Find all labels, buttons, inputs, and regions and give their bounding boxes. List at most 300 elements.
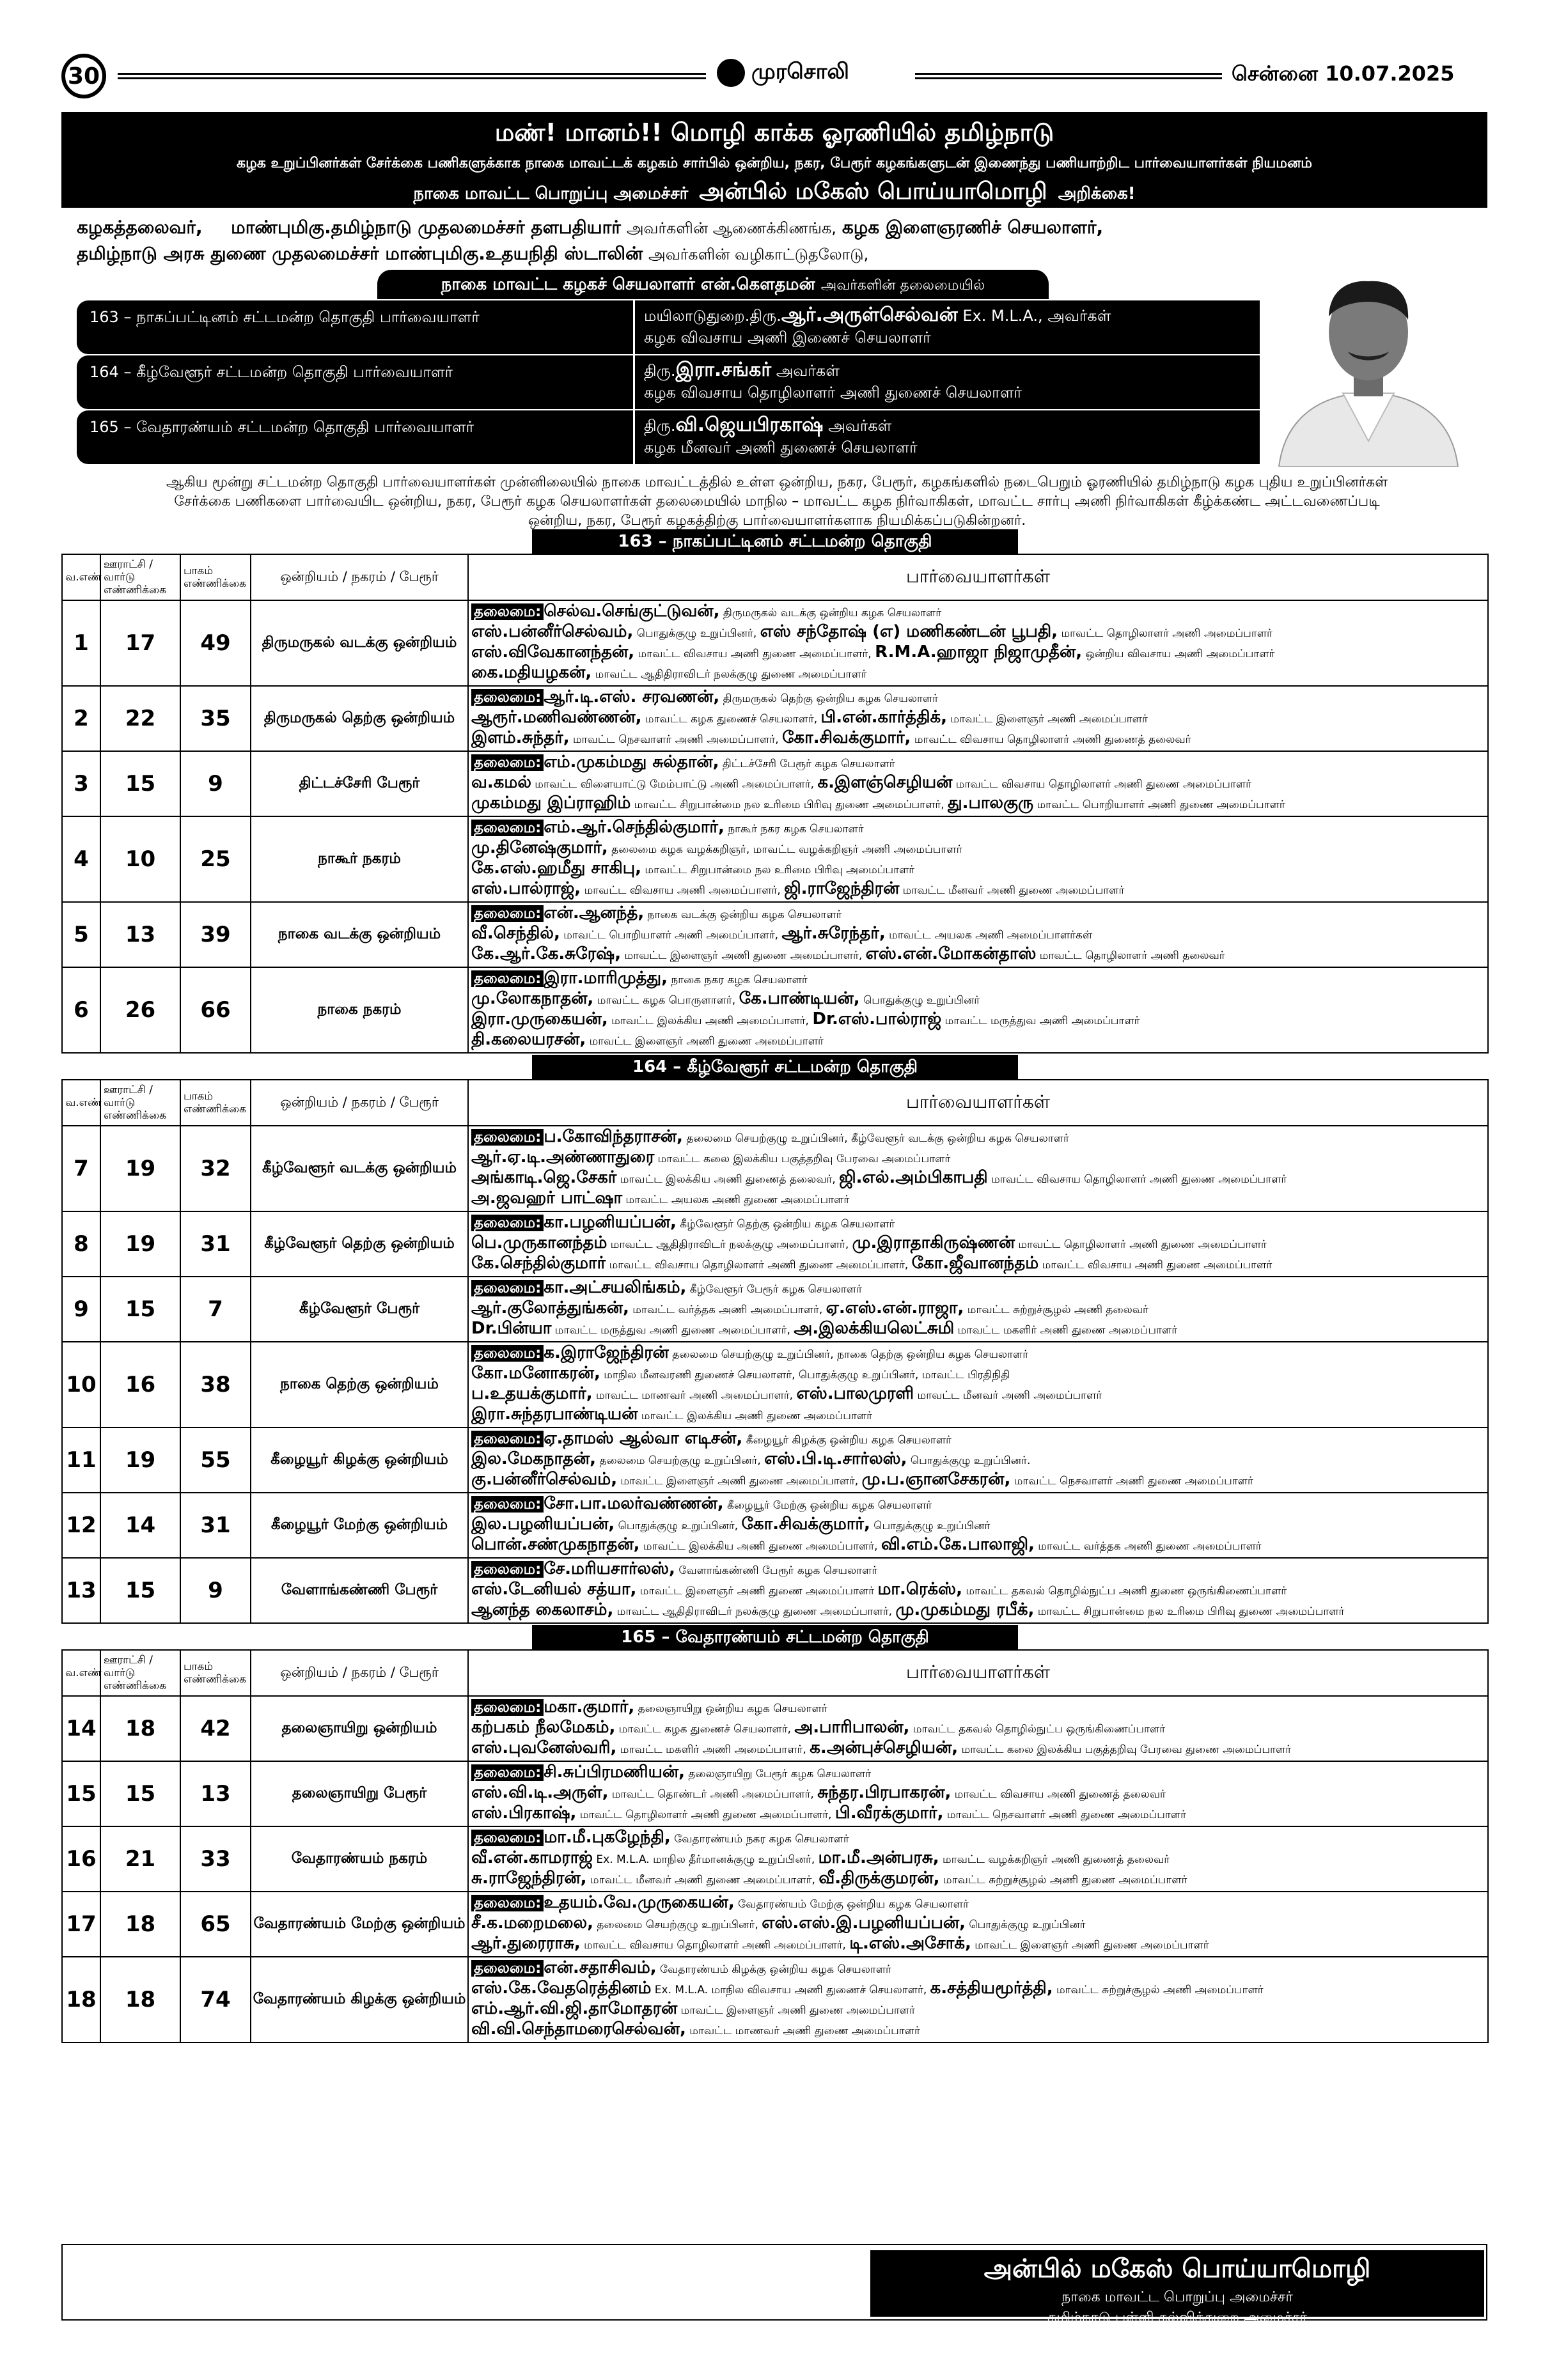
observer-role: மாவட்ட விளையாட்டு மேம்பாட்டு அணி அமைப்பாளர், [531, 778, 818, 791]
observer-name: மு.லோகநாதன், [471, 990, 594, 1008]
ward-count: 15 [100, 1558, 180, 1623]
observer-name: Dr.பின்யா [471, 1319, 552, 1338]
signature-footer [61, 2244, 1487, 2326]
observer-role: Ex. M.L.A. மாநில தீர்மானக்குழு உறுப்பினர், [592, 1853, 818, 1866]
observer-role: மாவட்ட சுற்றுச்சூழல் அணி அமைப்பாளர் [1053, 1984, 1264, 1996]
headline-subtitle: கழக உறுப்பினர்கள் சேர்க்கை பணிகளுக்காக நாகை மாவட்டக் கழகம் சார்பில் ஒன்றிய, நகர, பேரூர் கழகங்களுடன் இணைந்து பணியாற்றிட பார்வையாளர்கள் நியமனம் [237, 155, 1312, 171]
paper-logo-icon [717, 59, 745, 87]
ward-count: 15 [100, 751, 180, 816]
observer-line [471, 1739, 1485, 1759]
observer-role: கீழ்வேளூர் பேரூர் கழக செயலாளர் [686, 1283, 863, 1296]
unit-name: வேளாங்கண்ணி பேரூர் [251, 1558, 468, 1623]
observer-line [471, 1869, 1485, 1890]
observer-suffix: அவர்கள் [771, 362, 840, 380]
unit-name: கீழையூர் மேற்கு ஒன்றியம் [251, 1493, 468, 1558]
unit-name: நாகை தெற்கு ஒன்றியம் [251, 1342, 468, 1427]
column-header: வ.எண் [62, 1080, 100, 1126]
observer-role: மாவட்ட இளைஞர் அணி துணை அமைப்பாளர் [971, 1939, 1209, 1952]
observer-line [471, 602, 1485, 623]
observer-role: மாவட்ட தொழிலாளர் அணி துணை அமைப்பாளர் [1015, 1238, 1267, 1251]
column-header: ஊராட்சி / வார்டு எண்ணிக்கை [100, 1650, 180, 1696]
observer-name: கற்பகம் நீலமேகம், [471, 1718, 616, 1737]
section-cell [62, 1053, 1488, 1080]
observer-line [471, 904, 1485, 924]
observer-line [471, 623, 1485, 643]
column-header: ஒன்றியம் / நகரம் / பேரூர் [251, 1080, 468, 1126]
observer-name: சோ.பா.மலர்வண்ணன், [544, 1495, 724, 1513]
observer-name: ஏ.எஸ்.என்.ராஜா, [826, 1299, 964, 1318]
observer-name: என்.சதாசிவம், [544, 1959, 657, 1977]
observer-line [471, 1828, 1485, 1849]
observer-line [471, 1344, 1485, 1364]
panel-header-suffix: அவர்களின் தலைமையில் [820, 277, 985, 293]
observer-name: மு.முகம்மது ரபீக், [895, 1601, 1035, 1619]
part-count: 42 [180, 1696, 251, 1761]
observer-role: தலைஞாயிறு ஒன்றிய கழக செயலாளர் [634, 1702, 827, 1715]
masthead [61, 54, 1487, 98]
signature-box [870, 2250, 1484, 2326]
part-count: 66 [180, 967, 251, 1053]
byline-suffix: அறிக்கை! [1058, 184, 1136, 203]
observer-role: வேதாரண்யம் நகர கழக செயலாளர் [670, 1833, 849, 1846]
column-header: பார்வையாளர்கள் [468, 554, 1488, 600]
observer-role: நாகை நகர கழக செயலாளர் [667, 974, 808, 986]
observer-name: ஆர்.குலோத்துங்கன், [471, 1299, 629, 1318]
unit-name: தலைஞாயிறு ஒன்றியம் [251, 1696, 468, 1761]
observer-line [471, 1405, 1485, 1426]
appointment-paragraph [96, 473, 1458, 531]
serial-number: 2 [62, 686, 100, 751]
observer-name: கோ.சிவக்குமார், [782, 729, 911, 747]
serial-number: 6 [62, 967, 100, 1053]
observer-name: என்.ஆனந்த், [544, 904, 645, 922]
observers-cell [468, 1126, 1488, 1211]
observers-cell [468, 902, 1488, 967]
section-cell [62, 1623, 1488, 1650]
column-header: பார்வையாளர்கள் [468, 1650, 1488, 1696]
part-count: 9 [180, 1558, 251, 1623]
section-title: 164 – கீழ்வேளூர் சட்டமன்ற தொகுதி [532, 1055, 1018, 1079]
section-title: 165 – வேதாரண்யம் சட்டமன்ற தொகுதி [532, 1625, 1018, 1649]
observer-role: மாவட்ட வர்த்தக அணி துணை அமைப்பாளர் [1034, 1540, 1262, 1553]
lead-label: தலைமை: [471, 689, 544, 706]
observer-line [471, 990, 1485, 1010]
observer-role: மாவட்ட நெசவாளர் அணி அமைப்பாளர், [569, 733, 783, 746]
observer-role: மாவட்ட விவசாய அணி அமைப்பாளர், [581, 884, 785, 897]
signatory-name: அன்பில் மகேஸ் பொய்யாமொழி [983, 2254, 1371, 2283]
observer-line [471, 1536, 1485, 1556]
observers-cell [468, 1558, 1488, 1623]
byline-prefix: நாகை மாவட்ட பொறுப்பு அமைச்சர் [413, 184, 689, 203]
observer-role: கழக விவசாய தொழிலாளர் அணி துணைச் செயலாளர் [644, 384, 1022, 401]
observer-name: பெ.முருகானந்தம் [471, 1234, 607, 1252]
observer-role: கீழையூர் மேற்கு ஒன்றிய கழக செயலாளர் [723, 1499, 932, 1512]
observer-line [471, 643, 1485, 664]
observer-name: க.சத்தியமூர்த்தி, [930, 1979, 1053, 1998]
observer-name: க.இராஜேந்திரன் [544, 1344, 669, 1362]
observer-line [471, 1914, 1485, 1934]
table-row [62, 1761, 1488, 1826]
observer-name: அ.பாரிபாலன், [794, 1718, 910, 1737]
observer-role: மாவட்ட விவசாய அணி துணைத் தலைவர் [951, 1788, 1166, 1801]
observer-role: மாவட்ட இளைஞர் அணி துணை அமைப்பாளர் [636, 1585, 878, 1598]
observer-name: எஸ்.டேனியல் சத்யா, [471, 1580, 637, 1599]
observer-name: எஸ் சந்தோஷ் (எ) மணிகண்டன் பூபதி, [760, 623, 1058, 641]
observer-role: திட்டச்சேரி பேரூர் கழக செயலாளர் [719, 758, 895, 770]
observer-role: மாவட்ட தொண்டர் அணி அமைப்பாளர், [608, 1788, 818, 1801]
observer-name: அங்காடி.ஜெ.சேகர் [471, 1169, 617, 1187]
intro-text: மாண்புமிகு.தமிழ்நாடு முதலமைச்சர் தளபதியார் [231, 217, 621, 238]
city-date: சென்னை 10.07.2025 [1232, 61, 1455, 86]
unit-name: கீழையூர் கிழக்கு ஒன்றியம் [251, 1427, 468, 1493]
observer-line [471, 1031, 1485, 1051]
serial-number: 16 [62, 1826, 100, 1892]
column-header: ஊராட்சி / வார்டு எண்ணிக்கை [100, 1080, 180, 1126]
observer-name: எம்.ஆர்.செந்தில்குமார், [544, 818, 725, 837]
observer-name: இரா.சுந்தரபாண்டியன் [471, 1405, 638, 1424]
observer-name: தி.கலையரசன், [471, 1031, 586, 1049]
observer-name: உதயம்.வே.முருகையன், [544, 1894, 735, 1912]
observer-line [471, 753, 1485, 774]
table-row [62, 1211, 1488, 1277]
observer-role: தலைமை கழக வழக்கறிஞர், மாவட்ட வழக்கறிஞர் அணி அமைப்பாளர் [607, 843, 962, 856]
ward-count: 10 [100, 816, 180, 902]
observer-line [471, 818, 1485, 839]
lead-label: தலைமை: [471, 1215, 544, 1231]
observer-name: எஸ்.என்.மோகன்தாஸ் [865, 945, 1037, 963]
observer-name: Dr.எஸ்.பால்ராஜ் [812, 1010, 942, 1029]
observers-cell [468, 1826, 1488, 1892]
observer-name: கே.செந்தில்குமார் [471, 1254, 606, 1273]
serial-number: 17 [62, 1892, 100, 1957]
observer-line [471, 1979, 1485, 2000]
paper-brand [717, 59, 909, 87]
observers-cell [468, 1277, 1488, 1342]
observer-line [471, 1718, 1485, 1739]
table-row [62, 751, 1488, 816]
appointment-line: ஆகிய மூன்று சட்டமன்ற தொகுதி பார்வையாளர்கள் முன்னிலையில் நாகை மாவட்டத்தில் உள்ள ஒன்றிய, நகர, பேரூர், கழகங்களில் நடைபெறும் ஓரணியில் தமிழ்நாடு கழக புதிய உறுப்பினர்கள் [166, 474, 1388, 490]
part-count: 49 [180, 600, 251, 686]
observer-role: மாவட்ட ஆதிதிராவிடர் நலக்குழு துணை அமைப்பாளர் [591, 668, 867, 681]
observer-name: ப.கோவிந்தராசன், [544, 1128, 683, 1146]
part-count: 9 [180, 751, 251, 816]
part-count: 74 [180, 1957, 251, 2042]
observers-cell [468, 967, 1488, 1053]
observer-role: Ex. M.L.A. மாநில விவசாய அணி துணைச் செயலாளர், [651, 1984, 930, 1996]
observer-name: எஸ்.கே.வேதரெத்தினம் [471, 1979, 652, 1998]
observer-role: பொதுக்குழு உறுப்பினர். [907, 1454, 1031, 1467]
table-row [62, 1342, 1488, 1427]
ward-count: 16 [100, 1342, 180, 1427]
observer-line [471, 1470, 1485, 1491]
panel-constituency: 165 – வேதாரண்யம் சட்டமன்ற தொகுதி பார்வையாளர் [77, 410, 633, 464]
section-title: 163 – நாகப்பட்டினம் சட்டமன்ற தொகுதி [532, 529, 1018, 554]
observer-line [471, 1495, 1485, 1515]
observer-role: மாவட்ட விவசாய அணி துணை அமைப்பாளர் [1038, 1259, 1273, 1272]
lead-label: தலைமை: [471, 1764, 544, 1781]
observers-panel [77, 270, 1260, 469]
unit-name: கீழ்வேளூர் பேரூர் [251, 1277, 468, 1342]
observer-name: கே.எஸ்.ஹமீது சாகிபு, [471, 859, 642, 878]
observer-name: எஸ்.புவனேஸ்வரி, [471, 1739, 617, 1757]
observer-role: திருமருகல் வடக்கு ஒன்றிய கழக செயலாளர் [719, 607, 942, 619]
observer-role: மாவட்ட பொறியாளர் அணி துணை அமைப்பாளர் [1033, 798, 1285, 811]
observer-name: எம்.ஆர்.வி.ஜி.தாமோதரன் [471, 2000, 678, 2018]
column-header: வ.எண் [62, 554, 100, 600]
section-row [62, 1053, 1488, 1080]
observer-role: மாவட்ட பொறியாளர் அணி அமைப்பாளர், [560, 929, 782, 942]
observer-line [471, 1299, 1485, 1319]
observer-role: மாவட்ட விவசாய அணி துணை அமைப்பாளர், [634, 648, 875, 660]
observer-name: மு.தினேஷ்குமார், [471, 839, 608, 857]
observers-cell [468, 1892, 1488, 1957]
observer-name: மு.இராதாகிருஷ்ணன் [852, 1234, 1015, 1252]
observer-role: வேளாங்கண்ணி பேரூர் கழக செயலாளர் [675, 1564, 878, 1577]
observer-role: மாவட்ட கழக பொருளாளர், [593, 994, 739, 1007]
lead-label: தலைமை: [471, 905, 544, 922]
intro-text: கழக இளைஞரணிச் செயலாளர், [842, 217, 1104, 238]
observer-role: தலைமை செயற்குழு உறுப்பினர், நாகை தெற்கு ஒன்றிய கழக செயலாளர் [668, 1348, 1029, 1361]
observer-role: தலைஞாயிறு பேரூர் கழக செயலாளர் [684, 1768, 872, 1780]
observer-role: மாவட்ட மருத்துவ அணி அமைப்பாளர் [941, 1015, 1140, 1027]
observer-role: மாவட்ட விவசாய தொழிலாளர் அணி துணை அமைப்பாளர் [952, 778, 1252, 791]
observer-line [471, 924, 1485, 945]
observer-name: மா.மீ.புகழேந்தி, [544, 1828, 671, 1847]
minister-portrait [1273, 256, 1464, 467]
observer-name: வி.வி.செந்தாமரைசெல்வன், [471, 2020, 686, 2039]
observer-line [471, 1849, 1485, 1869]
observer-name: க.அன்புச்செழியன், [810, 1739, 959, 1757]
lead-label: தலைமை: [471, 1960, 544, 1977]
observer-role: மாவட்ட இலக்கிய அணி அமைப்பாளர், [607, 1015, 813, 1027]
observer-name: எஸ்.பன்னீர்செல்வம், [471, 623, 634, 641]
observer-role: தலைமை செயற்குழு உறுப்பினர், [593, 1918, 762, 1931]
ward-count: 18 [100, 1892, 180, 1957]
unit-name: நாகை வடக்கு ஒன்றியம் [251, 902, 468, 967]
observers-cell [468, 1696, 1488, 1761]
observers-cell [468, 1761, 1488, 1826]
observer-name: ஆனந்த கைலாசம், [471, 1601, 614, 1619]
masthead-rule-left [118, 73, 706, 79]
observer-name: கா.அட்சயலிங்கம், [544, 1279, 687, 1297]
observer-line [471, 1319, 1485, 1340]
observer-role: மாவட்ட சுற்றுச்சூழல் அணி தலைவர் [964, 1303, 1148, 1316]
observer-line [471, 1254, 1485, 1275]
observer-role: மாவட்ட விவசாய தொழிலாளர் அணி துணை அமைப்பாளர், [606, 1259, 912, 1272]
observer-role: மாவட்ட அயலக அணி துணை அமைப்பாளர் [622, 1194, 850, 1206]
observer-line [471, 1804, 1485, 1824]
intro-text: தமிழ்நாடு அரசு துணை முதலமைச்சர் மாண்புமிகு.உதயநிதி ஸ்டாலின் [77, 243, 643, 264]
observers-cell [468, 1957, 1488, 2042]
observer-name: எஸ்.பால்ராஜ், [471, 880, 581, 898]
unit-name: வேதாரண்யம் கிழக்கு ஒன்றியம் [251, 1957, 468, 2042]
unit-name: திருமருகல் வடக்கு ஒன்றியம் [251, 600, 468, 686]
observer-role: மாவட்ட மகளிர் அணி துணை அமைப்பாளர் [954, 1324, 1178, 1337]
table-header-row [62, 554, 1488, 600]
ward-count: 18 [100, 1696, 180, 1761]
observer-name: மா.ரெக்ஸ், [877, 1580, 962, 1599]
ward-count: 26 [100, 967, 180, 1053]
observer-name: கே.ஆர்.கே.சுரேஷ், [471, 945, 622, 963]
observer-name: கோ.மனோகரன், [471, 1364, 600, 1383]
observer-line [471, 794, 1485, 814]
observer-name: எஸ்.எஸ்.இ.பழனியப்பன், [762, 1914, 966, 1933]
observer-name: செல்வ.செங்குட்டுவன், [544, 602, 720, 621]
appointment-line: சேர்க்கை பணிகளை பார்வையிட ஒன்றிய, நகர, பேரூர் கழக செயலாளர்கள் தலைமையில் மாநில – மாவட்ட கழக நிர்வாகிகள், மாவட்ட சார்பு அணி நிர்வாகிகள் கீழ்க்கண்ட அட்டவணைப்படி [174, 494, 1380, 509]
observers-cell [468, 1493, 1488, 1558]
serial-number: 11 [62, 1427, 100, 1493]
panel-row [77, 410, 1260, 464]
ward-count: 14 [100, 1493, 180, 1558]
observer-role: மாவட்ட வழக்கறிஞர் அணி துணைத் தலைவர் [939, 1853, 1170, 1866]
observer-line [471, 945, 1485, 965]
observer-line [471, 859, 1485, 880]
observer-line [471, 1234, 1485, 1254]
serial-number: 7 [62, 1126, 100, 1211]
observer-line [471, 1189, 1485, 1209]
observer-role: பொதுக்குழு உறுப்பினர், [615, 1520, 742, 1532]
observer-role: மாவட்ட கலை இலக்கிய பகுத்தறிவு பேரவை அமைப்பாளர் [654, 1153, 951, 1165]
unit-name: திருமருகல் தெற்கு ஒன்றியம் [251, 686, 468, 751]
observer-name: எஸ்.பாலமுரளி [796, 1385, 914, 1403]
serial-number: 4 [62, 816, 100, 902]
part-count: 39 [180, 902, 251, 967]
observer-role: நாகை வடக்கு ஒன்றிய கழக செயலாளர் [644, 908, 842, 921]
part-count: 31 [180, 1211, 251, 1277]
observer-line [471, 1580, 1485, 1601]
part-count: 7 [180, 1277, 251, 1342]
observer-name: ஆர்.ஏ.டி.அண்ணாதுரை [471, 1148, 655, 1167]
observer-line [471, 1560, 1485, 1580]
observer-role: நாகூர் நகர கழக செயலாளர் [724, 823, 864, 836]
observer-role: கீழையூர் கிழக்கு ஒன்றிய கழக செயலாளர் [742, 1434, 952, 1447]
table-row [62, 1277, 1488, 1342]
panel-observer [633, 355, 1260, 409]
observer-role: மாவட்ட இளைஞர் அணி துணை அமைப்பாளர், [617, 1475, 862, 1488]
table-row [62, 1696, 1488, 1761]
observers-table [61, 528, 1487, 2043]
column-header: பாகம் எண்ணிக்கை [180, 1650, 251, 1696]
ward-count: 17 [100, 600, 180, 686]
observer-role: தலைமை செயற்குழு உறுப்பினர், [596, 1454, 765, 1467]
table-row [62, 1957, 1488, 2042]
section-cell [62, 528, 1488, 554]
ward-count: 21 [100, 1826, 180, 1892]
observer-role: மாவட்ட மீனவர் அணி அமைப்பாளர் [914, 1389, 1102, 1402]
observer-suffix: அவர்கள் [823, 417, 892, 435]
observer-name: சே.மரியசார்லஸ், [544, 1560, 675, 1578]
part-count: 38 [180, 1342, 251, 1427]
observer-line [471, 1148, 1485, 1169]
table-row [62, 1558, 1488, 1623]
observer-line [471, 1698, 1485, 1718]
signatory-title: நாகை மாவட்ட பொறுப்பு அமைச்சர் [1061, 2289, 1293, 2305]
observer-line [471, 2000, 1485, 2020]
part-count: 55 [180, 1427, 251, 1493]
observer-name: எஸ்.பி.டி.சார்லஸ், [764, 1450, 907, 1468]
ward-count: 22 [100, 686, 180, 751]
observer-role: மாவட்ட நெசவாளர் அணி துணை அமைப்பாளர் [1010, 1475, 1253, 1488]
page-number: 30 [61, 54, 106, 98]
observer-name: சீ.க.மறைமலை, [471, 1914, 593, 1933]
ward-count: 15 [100, 1277, 180, 1342]
column-header: பார்வையாளர்கள் [468, 1080, 1488, 1126]
observer-line [471, 880, 1485, 900]
observers-cell [468, 686, 1488, 751]
observer-line [471, 839, 1485, 859]
appointment-line: ஒன்றிய, நகர, பேரூர் கழகத்திற்கு பார்வையாளர்களாக நியமிக்கப்படுகின்றனர். [528, 513, 1026, 529]
serial-number: 18 [62, 1957, 100, 2042]
ward-count: 18 [100, 1957, 180, 2042]
observer-role: மாவட்ட இலக்கிய அணி துணை அமைப்பாளர் [638, 1410, 873, 1422]
ward-count: 15 [100, 1761, 180, 1826]
observer-name: சுந்தர.பிரபாகரன், [817, 1784, 952, 1802]
unit-name: தலைஞாயிறு பேரூர் [251, 1761, 468, 1826]
intro-text: கழகத்தலைவர், [77, 217, 203, 238]
table-header-row [62, 1650, 1488, 1696]
unit-name: திட்டச்சேரி பேரூர் [251, 751, 468, 816]
observer-name: அ.இலக்கியலெட்சுமி [794, 1319, 955, 1338]
part-count: 32 [180, 1126, 251, 1211]
lead-label: தலைமை: [471, 1830, 544, 1846]
observer-line [471, 1601, 1485, 1621]
observers-cell [468, 751, 1488, 816]
serial-number: 1 [62, 600, 100, 686]
observer-name: கே.பாண்டியன், [739, 990, 860, 1008]
observer-line [471, 774, 1485, 794]
table-row [62, 967, 1488, 1053]
observer-line [471, 708, 1485, 729]
observer-role: மாவட்ட தகவல் தொழில்நுட்ப அணி துணை ஒருங்கிணைப்பாளர் [962, 1585, 1287, 1598]
observer-role: மாவட்ட இளைஞர் அணி துணை அமைப்பாளர் [677, 2004, 915, 2017]
part-count: 31 [180, 1493, 251, 1558]
observer-role: ஒன்றிய விவசாய அணி அமைப்பாளர் [1082, 648, 1275, 660]
observer-name: வீ.என்.காமராஜ் [471, 1849, 593, 1867]
observer-role: மாவட்ட தொழிலாளர் அணி அமைப்பாளர் [1058, 627, 1273, 640]
observer-name: அ.ஜவஹர் பாட்ஷா [471, 1189, 623, 1208]
observer-name: வி.ஜெயபிரகாஷ் [675, 414, 824, 436]
observer-role: மாவட்ட சுற்றுச்சூழல் அணி துணை அமைப்பாளர் [939, 1874, 1187, 1886]
column-header: ஊராட்சி / வார்டு எண்ணிக்கை [100, 554, 180, 600]
serial-number: 15 [62, 1761, 100, 1826]
byline-name: அன்பில் மகேஸ் பொய்யாமொழி [699, 178, 1047, 205]
observer-role: மாவட்ட தொழிலாளர் அணி துணை அமைப்பாளர், [576, 1808, 835, 1821]
masthead-rule-right [915, 73, 1222, 79]
observer-role: மாவட்ட மருத்துவ அணி துணை அமைப்பாளர், [551, 1324, 794, 1337]
observer-line [471, 1169, 1485, 1189]
observer-name: சு.ராஜேந்திரன், [471, 1869, 587, 1888]
panel-header [377, 270, 1049, 299]
observer-role: கழக விவசாய அணி இணைச் செயலாளர் [644, 329, 931, 346]
observer-role: மாவட்ட விவசாய தொழிலாளர் அணி துணை அமைப்பாளர் [987, 1173, 1287, 1186]
panel-header-name: நாகை மாவட்ட கழகச் செயலாளர் என்.கௌதமன் [441, 275, 815, 294]
table-row [62, 1427, 1488, 1493]
section-row [62, 528, 1488, 554]
observer-name: கை.மதியழகன், [471, 664, 592, 682]
observer-name: ப.உதயக்குமார், [471, 1385, 593, 1403]
observer-line [471, 1128, 1485, 1148]
observer-name: மா.மீ.அன்பரசு, [818, 1849, 939, 1867]
observer-role: மாவட்ட இளைஞர் அணி அமைப்பாளர் [947, 713, 1148, 726]
observer-line [471, 729, 1485, 749]
observer-role: மாவட்ட மீனவர் அணி துணை அமைப்பாளர், [586, 1874, 819, 1886]
observer-name: இல.மேகநாதன், [471, 1450, 597, 1468]
observer-line [471, 1959, 1485, 1979]
observer-name: R.M.A.ஹாஜா நிஜாமுதீன், [875, 643, 1083, 662]
serial-number: 13 [62, 1558, 100, 1623]
observers-cell [468, 1427, 1488, 1493]
table-row [62, 1493, 1488, 1558]
